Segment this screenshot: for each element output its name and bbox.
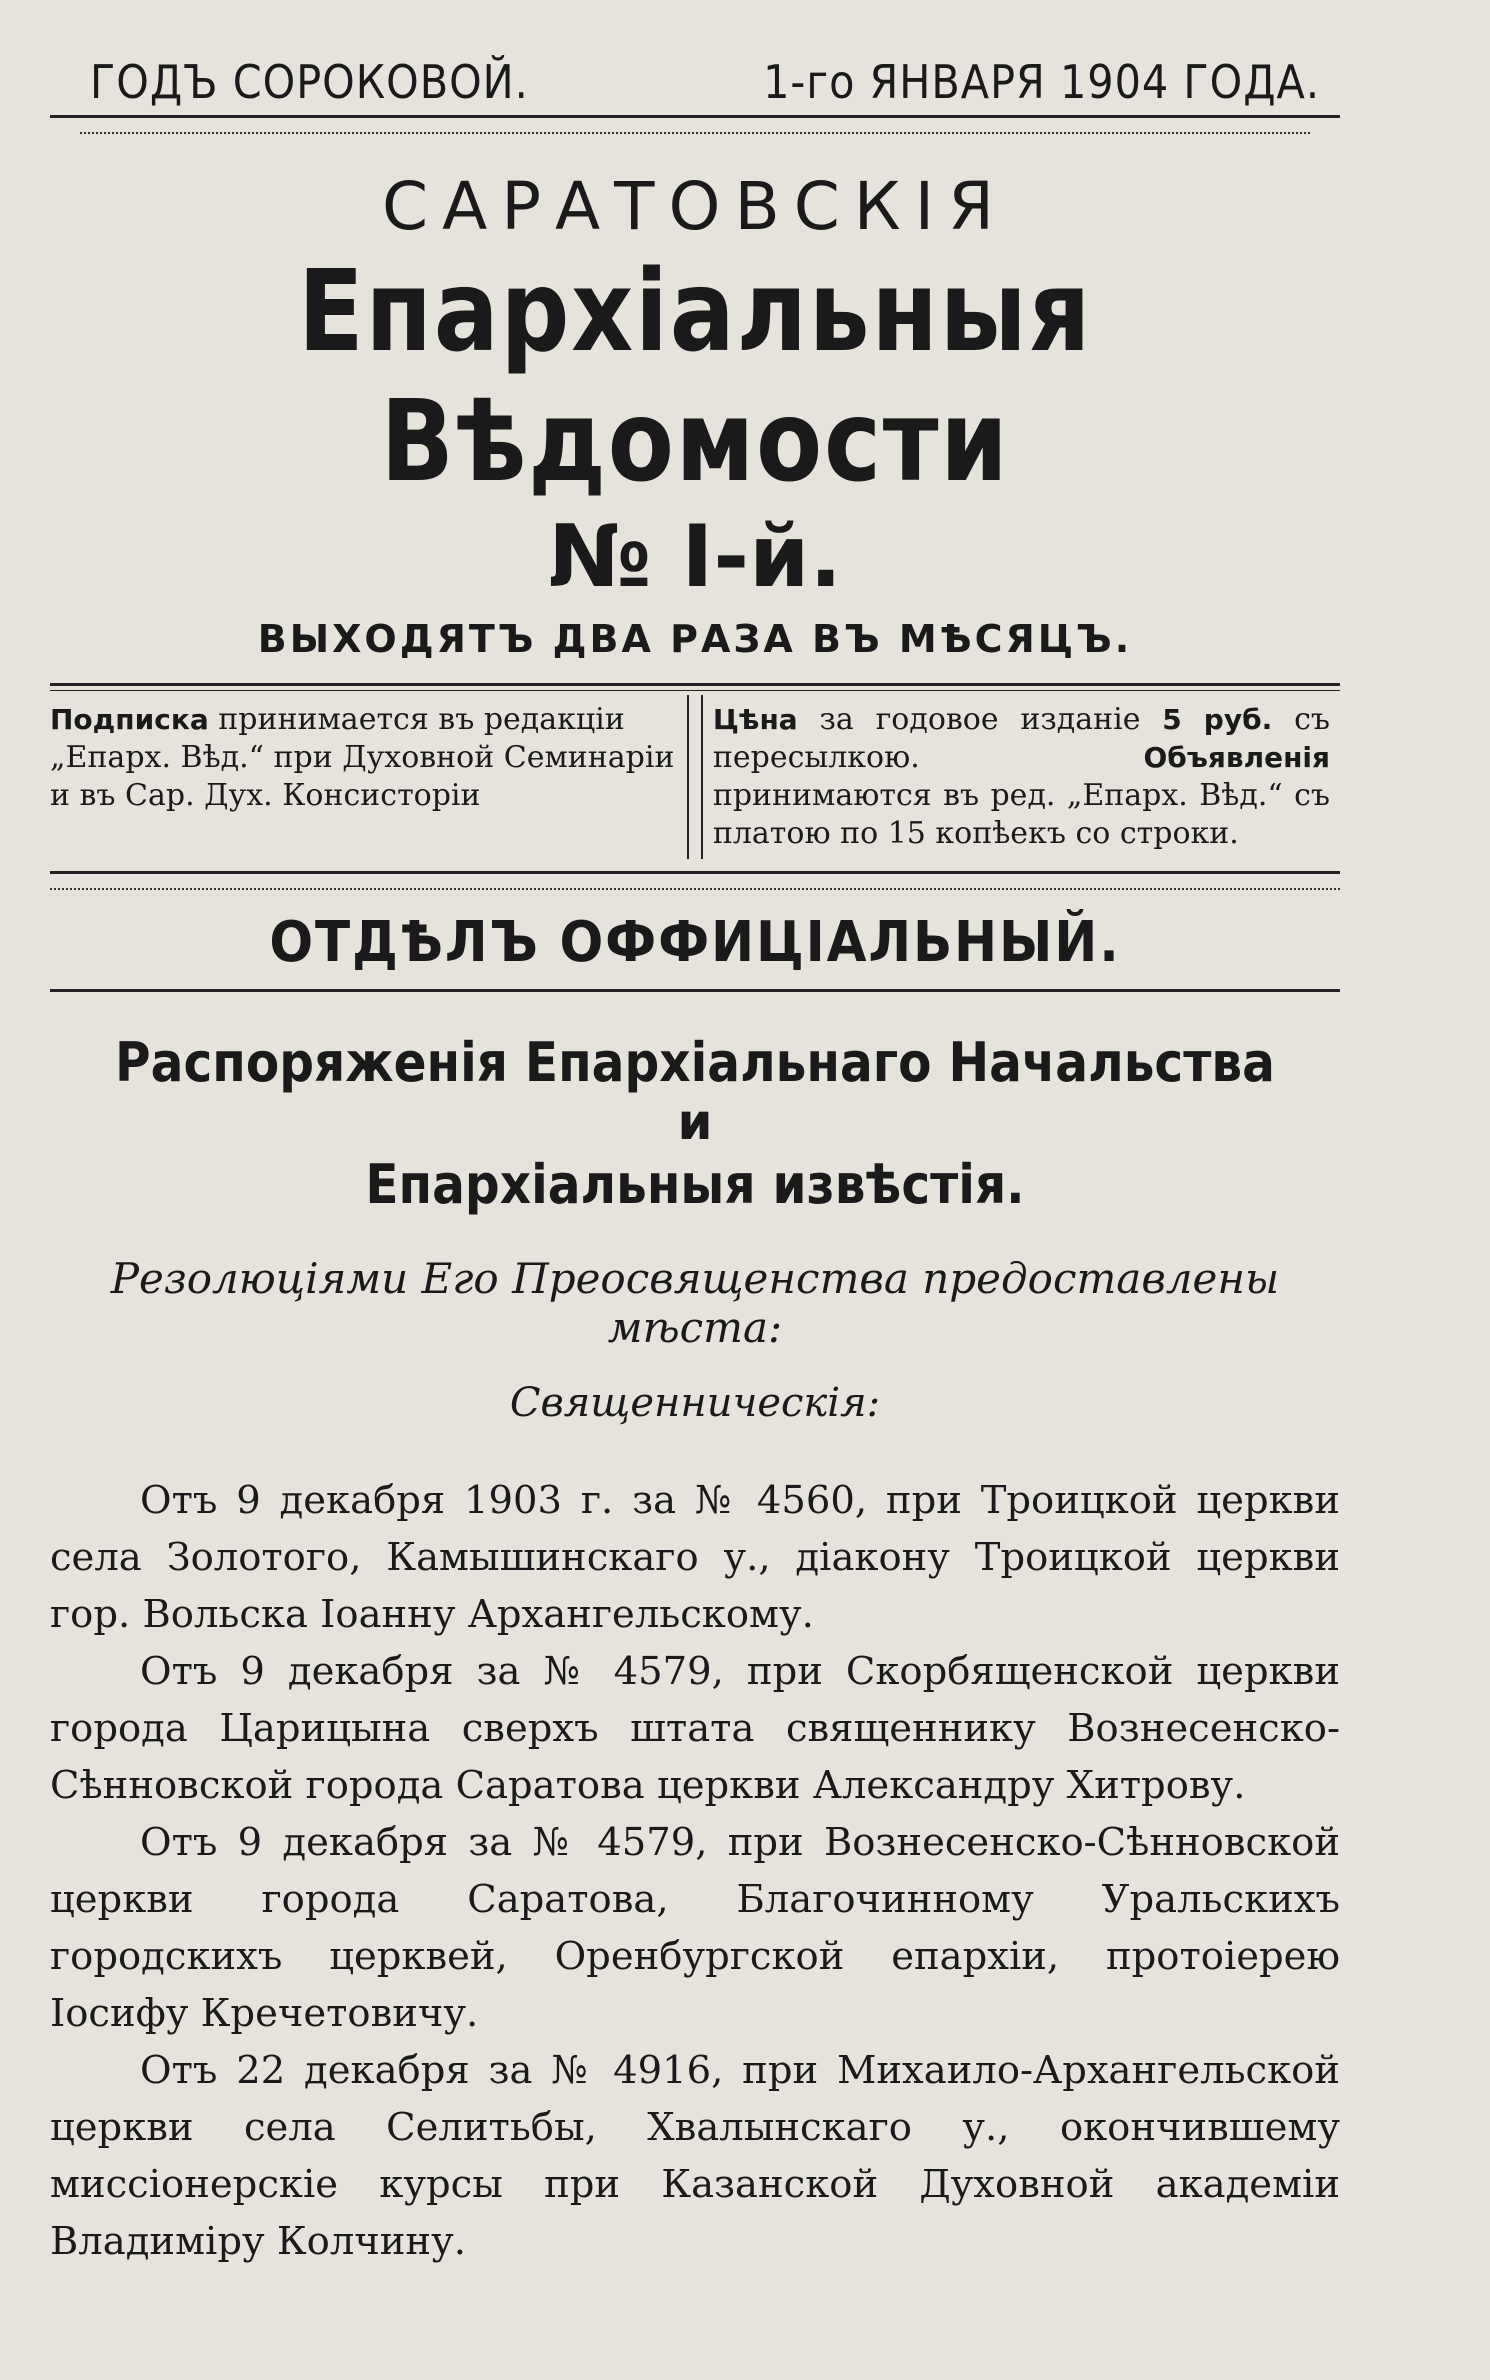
divider-single	[50, 989, 1340, 992]
paragraph: Отъ 9 декабря 1903 г. за № 4560, при Троицкой церкви села Золотого, Камышинскаго у., діакону Троицкой церкви гор. Вольска Іоанну Архангельскому.	[50, 1478, 1340, 1637]
ads-text: принимаются въ ред. „Епарх. Вѣд.“ съ платою по 15 копѣекъ со строки.	[712, 778, 1330, 851]
paragraph: Отъ 9 декабря за № 4579, при Вознесенско-Сѣнновской церкви города Саратова, Благочинному Уральскихъ городскихъ церквей, Оренбургской епархіи, протоіерею Іосифу Кречетовичу.	[50, 1820, 1340, 2036]
paragraph: Отъ 9 декабря за № 4579, при Скорбященской церкви города Царицына сверхъ штата священнику Вознесенско-Сѣнновской города Саратова церкви Александру Хитрову.	[50, 1649, 1340, 1808]
price-bold: Цѣна	[712, 703, 798, 736]
divider-wavy	[50, 871, 1340, 890]
price-shipping: съ пересылкою.	[712, 702, 1330, 775]
header-ornament	[80, 120, 1310, 134]
section-title: ОТДѢЛЪ ОФФИЦІАЛЬНЫЙ.	[269, 910, 1121, 975]
price-amount: 5 руб.	[1162, 703, 1273, 736]
heading-line2: Епархіальныя извѣстія.	[365, 1153, 1025, 1216]
issue-number: № I-й.	[547, 507, 843, 607]
subscription-text: принимается въ редакціи „Епарх. Вѣд.“ при Духовной Семинаріи и въ Сар. Дух. Консисторіи	[50, 702, 675, 813]
divider-double	[50, 683, 1340, 691]
body-text	[50, 1472, 1340, 2270]
price-info	[703, 695, 1340, 859]
subscription-info	[50, 695, 1340, 859]
publication-frequency: ВЫХОДЯТЪ ДВА РАЗА ВЪ МѢСЯЦЪ.	[257, 617, 1133, 661]
heading-and: и	[677, 1093, 713, 1151]
year-label: ГОДЪ СОРОКОВОЙ.	[90, 55, 529, 109]
issue-header	[50, 55, 1340, 118]
masthead-line1: САРАТОВСКІЯ	[382, 168, 1008, 245]
subscription-bold: Подписка	[50, 703, 209, 736]
ads-bold: Объявленія	[1143, 741, 1330, 774]
intro-text: Резолюціями Его Преосвященства предоставлены мѣста:	[110, 1254, 1280, 1352]
date-label: 1-го ЯНВАРЯ 1904 ГОДА.	[763, 55, 1320, 109]
subheading: Священническія:	[509, 1380, 881, 1426]
column-separator	[687, 695, 703, 859]
masthead-line2: Епархіальныя Вѣдомости	[297, 247, 1093, 507]
newspaper-page	[50, 55, 1340, 2270]
paragraph: Отъ 22 декабря за № 4916, при Михаило-Архангельской церкви села Селитьбы, Хвалынскаго у., окончившему миссіонерскіе курсы при Казанской Духовной академіи Владиміру Колчину.	[50, 2048, 1340, 2264]
heading-line1: Распоряженія Епархіальнаго Начальства	[115, 1031, 1275, 1094]
price-text: за годовое изданіе	[797, 702, 1163, 737]
subscription-left	[50, 695, 687, 859]
